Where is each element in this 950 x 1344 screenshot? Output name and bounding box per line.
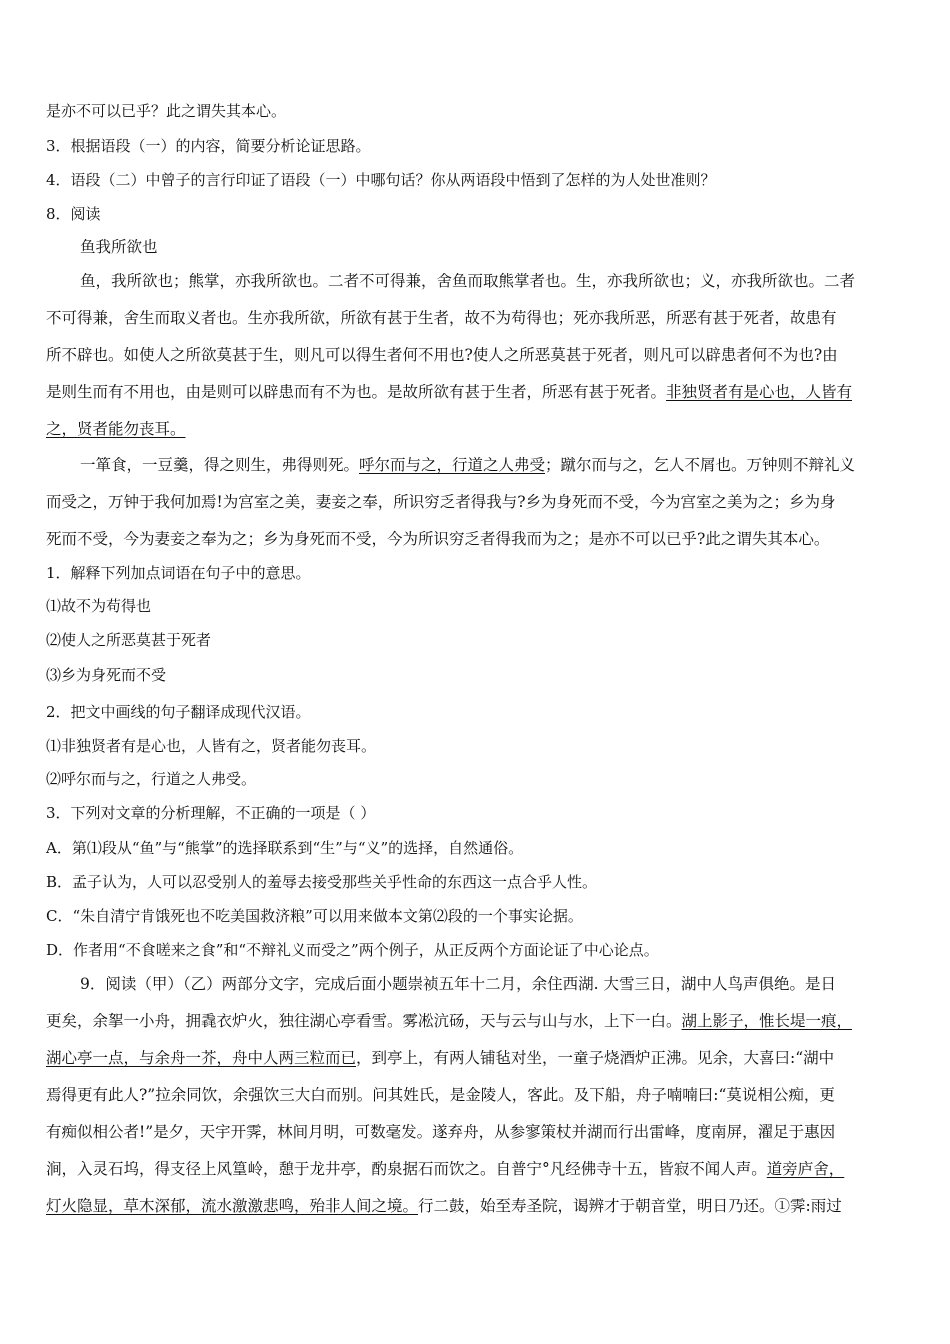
text-segment: ，到亭上，有两人铺毡对坐，一童子烧酒炉正沸。见余，大喜曰:“湖中 (356, 1049, 835, 1067)
sub-item: ⑴非独贤者有是心也，人皆有之，贤者能勿丧耳。 (46, 737, 377, 755)
option-a: A．第⑴段从“鱼”与“熊掌”的选择联系到“生”与“义”的选择，自然通俗。 (46, 839, 524, 857)
text-line: 是亦不可以已乎？此之谓失其本心。 (46, 102, 287, 120)
option-d: D．作者用“不食嗟来之食”和“不辩礼义而受之”两个例子，从正反两个方面论证了中心论点。 (46, 941, 659, 959)
question-4: 4．语段（二）中曾子的言行印证了语段（一）中哪句话？你从两语段中悟到了怎样的为人处世准则？ (46, 171, 716, 189)
passage-line: 焉得更有此人?”拉余同饮，余强饮三大白而别。问其姓氏，是金陵人，客此。及下船，舟子喃喃曰:“莫说相公痴，更 (46, 1086, 835, 1104)
text-segment: 一箪食，一豆羹，得之则生，弗得则死。 (80, 456, 360, 474)
passage-line: 有痴似相公者!”是夕，天宇开霁，林间月明，可数毫发。遂弃舟，从参寥策杖并湖而行出雷峰，度南屏，濯足于惠因 (46, 1123, 836, 1141)
sub-item: ⑵呼尔而与之，行道之人弗受。 (46, 770, 257, 788)
underlined-sentence: 非独贤者有是心也，人皆有 (666, 383, 853, 401)
text-segment: 涧，入灵石坞，得支径上风篁岭，憩于龙井亭，酌泉据石而饮之。自普宁°凡经佛寺十五，皆寂不闻人声。 (46, 1160, 767, 1178)
passage-line (46, 1011, 852, 1031)
question-2: 2．把文中画线的句子翻译成现代汉语。 (46, 703, 311, 721)
passage-line (80, 455, 855, 475)
question-1: 1．解释下列加点词语在句子中的意思。 (46, 564, 311, 582)
passage-title: 鱼我所欲也 (80, 238, 158, 256)
underlined-sentence: 湖上影子，惟长堤一痕， (681, 1012, 853, 1030)
underlined-sentence: 呼尔而与之，行道之人弗受 (359, 456, 546, 474)
passage-line: 死而不受，今为妻妾之奉为之；乡为身死而不受，今为所识穷乏者得我而为之；是亦不可以已乎?此之谓失其本心。 (46, 530, 830, 548)
passage-line: 不可得兼，舍生而取义者也。生亦我所欲，所欲有甚于生者，故不为苟得也；死亦我所恶，所恶有甚于死者，故患有 (46, 309, 837, 327)
question-3: 3．下列对文章的分析理解，不正确的一项是（ ） (46, 804, 376, 822)
question-3: 3．根据语段（一）的内容，简要分析论证思路。 (46, 137, 371, 155)
passage-line (46, 419, 186, 439)
sub-item: ⑴故不为苟得也 (46, 597, 152, 615)
text-segment: 更矣，余挐一小舟，拥毳衣炉火，独往湖心亭看雪。雾凇沆砀，天与云与山与水，上下一白。 (46, 1012, 682, 1030)
underlined-sentence: 道旁庐舍， (766, 1160, 845, 1178)
passage-line (46, 382, 852, 402)
underlined-sentence: 湖心亭一点，与余舟一芥，舟中人两三粒而已 (46, 1049, 357, 1067)
passage-line (46, 1196, 842, 1216)
passage-line (46, 1159, 844, 1179)
option-c: C．“朱自清宁肯饿死也不吃美国救济粮”可以用来做本文第⑵段的一个事实论据。 (46, 907, 583, 925)
text-segment: 是则生而有不用也，由是则可以辟患而有不为也。是故所欲有甚于生者，所恶有甚于死者。 (46, 383, 667, 401)
passage-line (46, 1048, 834, 1068)
passage-line: 所不辟也。如使人之所欲莫甚于生，则凡可以得生者何不用也?使人之所恶莫甚于死者，则凡可以辟患者何不为也?由 (46, 346, 838, 364)
text-segment: ；蹴尔而与之，乞人不屑也。万钟则不辩礼义 (545, 456, 856, 474)
option-b: B．孟子认为，人可以忍受别人的羞辱去接受那些关乎性命的东西这一点合乎人性。 (46, 873, 598, 891)
passage-line: 鱼，我所欲也；熊掌，亦我所欲也。二者不可得兼，舍鱼而取熊掌者也。生，亦我所欲也；义，亦我所欲也。二者 (80, 272, 856, 290)
sub-item: ⑵使人之所恶莫甚于死者 (46, 631, 212, 649)
passage-line: 而受之，万钟于我何加焉!为宫室之美，妻妾之奉，所识穷乏者得我与?乡为身死而不受，今为宫室之美为之；乡为身 (46, 493, 836, 511)
underlined-sentence: 之，贤者能勿丧耳。 (46, 420, 186, 438)
sub-item: ⑶乡为身死而不受 (46, 666, 167, 684)
section-8-heading: 8．阅读 (46, 205, 101, 223)
section-9-intro: 9．阅读（甲）（乙）两部分文字，完成后面小题崇祯五年十二月，余住西湖. 大雪三日，湖中人鸟声俱绝。是日 (80, 975, 836, 993)
underlined-sentence: 灯火隐显，草木深郁，流水激激悲鸣，殆非人间之境。 (46, 1197, 419, 1215)
text-segment: 行二鼓，始至寿圣院，谒辨才于朝音堂，明日乃还。①霁:雨过 (418, 1197, 842, 1215)
